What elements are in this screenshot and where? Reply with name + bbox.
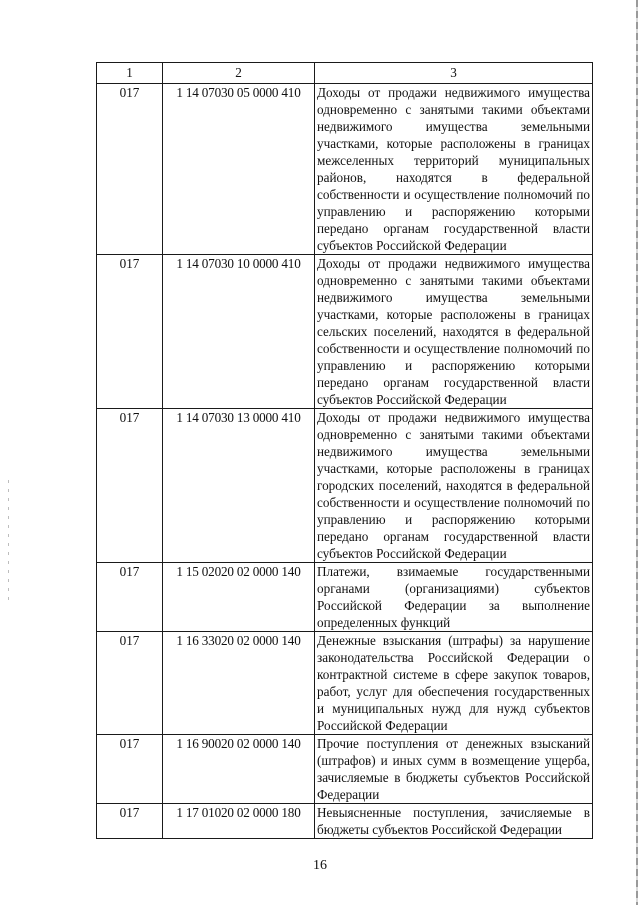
description-cell: Платежи, взимаемые государственными органами (организациями) субъектов Российской Федерации за выполнение определенных функций: [315, 563, 593, 632]
description-cell: Денежные взыскания (штрафы) за нарушение законодательства Российской Федерации о контрактной системе в сфере закупок товаров, работ, услуг для обеспечения государственных и муниципальных нужд для нужд субъектов Российской Федерации: [315, 632, 593, 735]
admin-code-cell: 017: [97, 804, 163, 839]
scan-edge-artifact: [636, 0, 638, 905]
table-row: [97, 84, 593, 255]
table-row: [97, 632, 593, 735]
description-cell: Доходы от продажи недвижимого имущества одновременно с занятыми такими объектами недвижимого имущества земельными участками, которые расположены в границах межселенных территорий муниципальных районов, находятся в федеральной собственности и осуществление полномочий по управлению и распоряжению которыми передано органам государственной власти субъектов Российской Федерации: [315, 84, 593, 255]
revenue-code-cell: 1 14 07030 13 0000 410: [163, 409, 315, 563]
table-row: [97, 409, 593, 563]
revenue-code-cell: 1 15 02020 02 0000 140: [163, 563, 315, 632]
table-header-row: [97, 63, 593, 84]
admin-code-cell: 017: [97, 255, 163, 409]
description-cell: Прочие поступления от денежных взысканий (штрафов) и иных сумм в возмещение ущерба, зачисляемые в бюджеты субъектов Российской Федерации: [315, 735, 593, 804]
table-row: [97, 735, 593, 804]
admin-code-cell: 017: [97, 563, 163, 632]
revenue-code-cell: 1 16 33020 02 0000 140: [163, 632, 315, 735]
admin-code-cell: 017: [97, 632, 163, 735]
revenue-codes-table: [96, 62, 593, 839]
revenue-code-cell: 1 14 07030 05 0000 410: [163, 84, 315, 255]
page-number: 16: [313, 858, 327, 873]
table-row: [97, 804, 593, 839]
description-cell: Невыясненные поступления, зачисляемые в бюджеты субъектов Российской Федерации: [315, 804, 593, 839]
description-cell: Доходы от продажи недвижимого имущества одновременно с занятыми такими объектами недвижимого имущества земельными участками, которые расположены в границах городских поселений, находятся в федеральной собственности и осуществление полномочий по управлению и распоряжению которыми передано органам государственной власти субъектов Российской Федерации: [315, 409, 593, 563]
table-row: [97, 255, 593, 409]
admin-code-cell: 017: [97, 735, 163, 804]
column-header-3: 3: [315, 63, 593, 84]
table-row: [97, 563, 593, 632]
revenue-code-cell: 1 16 90020 02 0000 140: [163, 735, 315, 804]
admin-code-cell: 017: [97, 409, 163, 563]
scan-speck-artifact: [8, 480, 9, 600]
column-header-1: 1: [97, 63, 163, 84]
revenue-code-cell: 1 17 01020 02 0000 180: [163, 804, 315, 839]
description-cell: Доходы от продажи недвижимого имущества одновременно с занятыми такими объектами недвижимого имущества земельными участками, которые расположены в границах сельских поселений, находятся в федеральной собственности и осуществление полномочий по управлению и распоряжению которыми передано органам государственной власти субъектов Российской Федерации: [315, 255, 593, 409]
column-header-2: 2: [163, 63, 315, 84]
admin-code-cell: 017: [97, 84, 163, 255]
revenue-code-cell: 1 14 07030 10 0000 410: [163, 255, 315, 409]
